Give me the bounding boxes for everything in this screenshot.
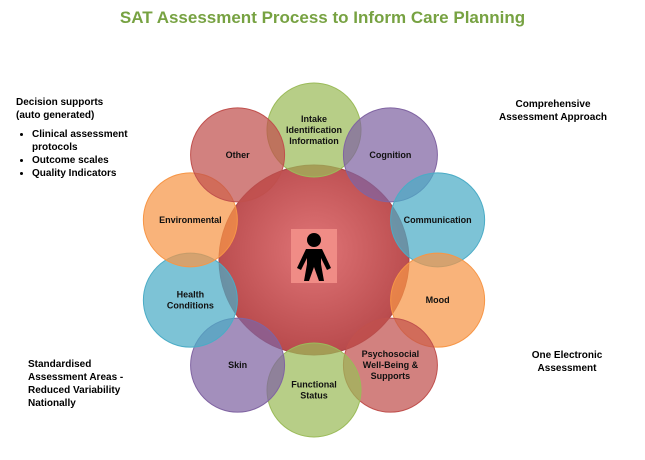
node-label: Well-Being & xyxy=(362,360,419,371)
comprehensive-line-1: Comprehensive xyxy=(515,99,591,110)
node-label: Communication xyxy=(403,214,472,225)
comprehensive-line-2: Assessment Approach xyxy=(499,112,607,123)
node-label: Functional xyxy=(291,379,337,390)
electronic-line-1: One Electronic xyxy=(531,350,603,361)
node-label: Mood xyxy=(425,295,450,306)
node-label: Health xyxy=(176,289,205,300)
decision-support-item: • Outcome scales xyxy=(32,154,151,167)
node-label: Identification xyxy=(286,125,342,135)
node-other xyxy=(191,108,285,202)
standardised-line-1: Standardised xyxy=(28,359,92,370)
decision-support-item: • Quality Indicators xyxy=(32,167,151,180)
node-label: Supports xyxy=(370,371,411,382)
node-label: Status xyxy=(300,390,328,401)
node-label: Psychosocial xyxy=(361,349,420,360)
node-label: Cognition xyxy=(369,149,412,160)
node-label: Information xyxy=(289,136,339,146)
standardised-line-4: Nationally xyxy=(28,398,76,409)
node-label: Conditions xyxy=(166,300,214,311)
decision-supports-heading-line-2: (auto generated) xyxy=(16,110,95,121)
node-label: Environmental xyxy=(159,214,222,225)
electronic-line-2: Assessment xyxy=(537,363,597,374)
standardised-line-3: Reduced Variability xyxy=(28,385,121,396)
node-label: Intake xyxy=(300,114,328,124)
standardised-line-2: Assessment Areas - xyxy=(28,372,124,383)
decision-support-item: • Clinical assessment protocols xyxy=(32,128,144,154)
node-label: Skin xyxy=(228,360,248,371)
decision-supports-heading-line-1: Decision supports xyxy=(16,97,104,108)
page-title: SAT Assessment Process to Inform Care Planning xyxy=(119,8,526,27)
node-label: Other xyxy=(225,149,250,160)
